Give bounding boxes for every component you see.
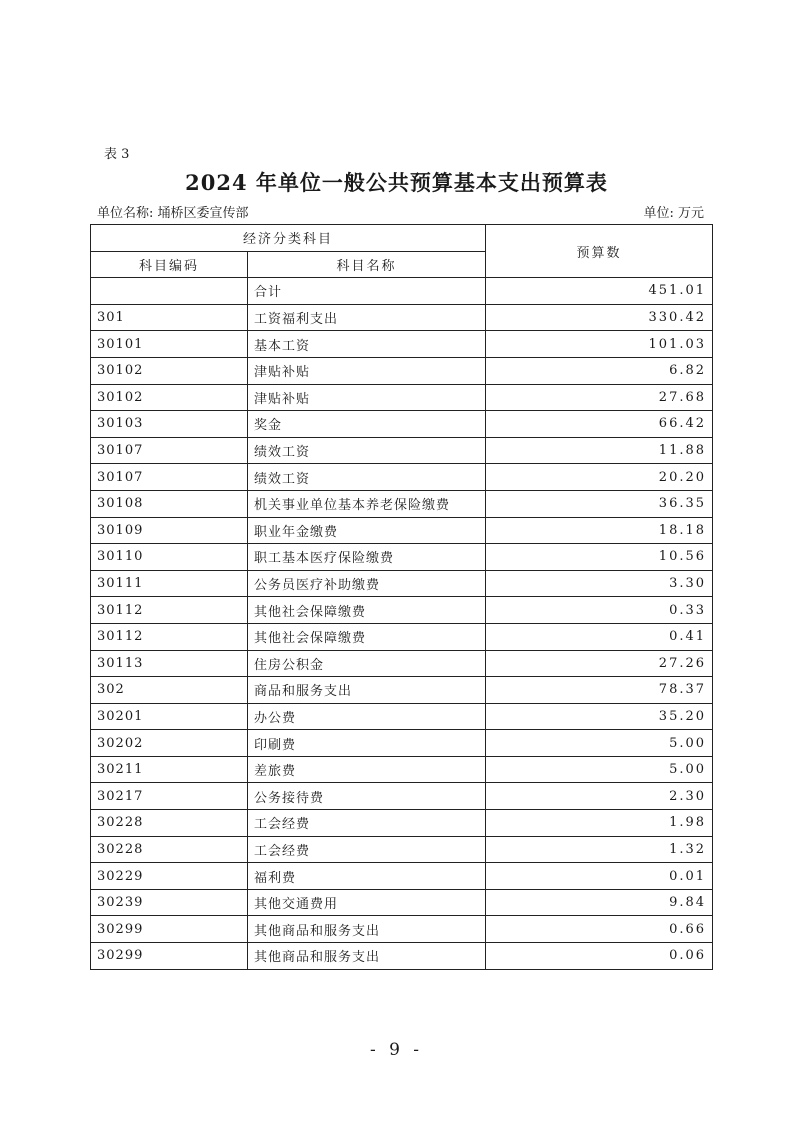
name-cell: 奖金 [248, 411, 486, 438]
name-cell: 职工基本医疗保险缴费 [248, 544, 486, 571]
name-cell: 其他商品和服务支出 [248, 943, 486, 970]
code-cell: 30239 [91, 889, 248, 916]
budget-table [90, 224, 713, 970]
amount-cell: 36.35 [486, 490, 713, 517]
code-cell: 30201 [91, 703, 248, 730]
amount-cell: 2.30 [486, 783, 713, 810]
code-cell: 30102 [91, 357, 248, 384]
table-row [91, 730, 713, 757]
code-cell: 30113 [91, 650, 248, 677]
group-header: 经济分类科目 [91, 225, 486, 252]
code-cell: 302 [91, 677, 248, 704]
code-cell: 30107 [91, 464, 248, 491]
code-cell: 30228 [91, 836, 248, 863]
code-cell: 30102 [91, 384, 248, 411]
amount-cell: 18.18 [486, 517, 713, 544]
amount-cell: 0.01 [486, 863, 713, 890]
name-cell: 工资福利支出 [248, 304, 486, 331]
table-row [91, 331, 713, 358]
col-header-code: 科目编码 [91, 251, 248, 278]
name-cell: 差旅费 [248, 756, 486, 783]
code-cell: 30101 [91, 331, 248, 358]
name-cell: 基本工资 [248, 331, 486, 358]
amount-cell: 27.26 [486, 650, 713, 677]
name-cell: 其他社会保障缴费 [248, 623, 486, 650]
code-cell: 30229 [91, 863, 248, 890]
table-row [91, 570, 713, 597]
amount-cell: 6.82 [486, 357, 713, 384]
name-cell: 印刷费 [248, 730, 486, 757]
table-row [91, 544, 713, 571]
amount-cell: 101.03 [486, 331, 713, 358]
code-cell: 30107 [91, 437, 248, 464]
page-number: - 9 - [369, 1040, 424, 1060]
table-row [91, 916, 713, 943]
name-cell: 其他交通费用 [248, 889, 486, 916]
amount-cell: 35.20 [486, 703, 713, 730]
name-cell: 绩效工资 [248, 437, 486, 464]
amount-cell: 20.20 [486, 464, 713, 491]
table-row [91, 517, 713, 544]
table-row [91, 703, 713, 730]
amount-cell: 11.88 [486, 437, 713, 464]
code-cell: 30299 [91, 916, 248, 943]
code-cell: 30228 [91, 810, 248, 837]
name-cell: 津贴补贴 [248, 357, 486, 384]
unit-name: 单位名称: 埇桥区委宣传部 [97, 206, 249, 221]
table-row [91, 304, 713, 331]
amount-cell: 0.41 [486, 623, 713, 650]
table-row [91, 863, 713, 890]
code-cell: 30110 [91, 544, 248, 571]
name-cell: 公务员医疗补助缴费 [248, 570, 486, 597]
table-row [91, 943, 713, 970]
table-row [91, 437, 713, 464]
amount-cell: 66.42 [486, 411, 713, 438]
table-row [91, 623, 713, 650]
amount-cell: 1.98 [486, 810, 713, 837]
amount-cell: 78.37 [486, 677, 713, 704]
code-cell: 301 [91, 304, 248, 331]
table-row [91, 650, 713, 677]
name-cell: 办公费 [248, 703, 486, 730]
code-cell: 30112 [91, 623, 248, 650]
name-cell: 职业年金缴费 [248, 517, 486, 544]
amount-cell: 9.84 [486, 889, 713, 916]
table-row [91, 490, 713, 517]
page-title: 2024 年单位一般公共预算基本支出预算表 [185, 170, 608, 195]
code-cell: 30108 [91, 490, 248, 517]
code-cell: 30299 [91, 943, 248, 970]
unit-label: 单位: 万元 [643, 206, 704, 221]
amount-cell: 0.06 [486, 943, 713, 970]
name-cell: 住房公积金 [248, 650, 486, 677]
code-cell: 30211 [91, 756, 248, 783]
name-cell: 合计 [248, 278, 486, 305]
table-row [91, 384, 713, 411]
table-body [91, 278, 713, 969]
col-header-amount: 预算数 [486, 225, 713, 278]
amount-cell: 451.01 [486, 278, 713, 305]
table-row [91, 357, 713, 384]
amount-cell: 5.00 [486, 756, 713, 783]
table-row [91, 756, 713, 783]
code-cell: 30112 [91, 597, 248, 624]
code-cell: 30217 [91, 783, 248, 810]
amount-cell: 1.32 [486, 836, 713, 863]
name-cell: 商品和服务支出 [248, 677, 486, 704]
name-cell: 其他社会保障缴费 [248, 597, 486, 624]
table-row [91, 464, 713, 491]
amount-cell: 330.42 [486, 304, 713, 331]
code-cell: 30109 [91, 517, 248, 544]
code-cell: 30111 [91, 570, 248, 597]
amount-cell: 5.00 [486, 730, 713, 757]
table-row [91, 278, 713, 305]
name-cell: 公务接待费 [248, 783, 486, 810]
code-cell [91, 278, 248, 305]
table-row [91, 810, 713, 837]
name-cell: 福利费 [248, 863, 486, 890]
amount-cell: 27.68 [486, 384, 713, 411]
name-cell: 津贴补贴 [248, 384, 486, 411]
amount-cell: 0.66 [486, 916, 713, 943]
amount-cell: 3.30 [486, 570, 713, 597]
table-row [91, 836, 713, 863]
table-number: 表 3 [104, 147, 130, 162]
table-row [91, 677, 713, 704]
name-cell: 绩效工资 [248, 464, 486, 491]
name-cell: 机关事业单位基本养老保险缴费 [248, 490, 486, 517]
table-row [91, 783, 713, 810]
code-cell: 30103 [91, 411, 248, 438]
amount-cell: 0.33 [486, 597, 713, 624]
table-row [91, 889, 713, 916]
name-cell: 工会经费 [248, 810, 486, 837]
name-cell: 工会经费 [248, 836, 486, 863]
name-cell: 其他商品和服务支出 [248, 916, 486, 943]
col-header-name: 科目名称 [248, 251, 486, 278]
code-cell: 30202 [91, 730, 248, 757]
amount-cell: 10.56 [486, 544, 713, 571]
table-row [91, 411, 713, 438]
table-row [91, 597, 713, 624]
